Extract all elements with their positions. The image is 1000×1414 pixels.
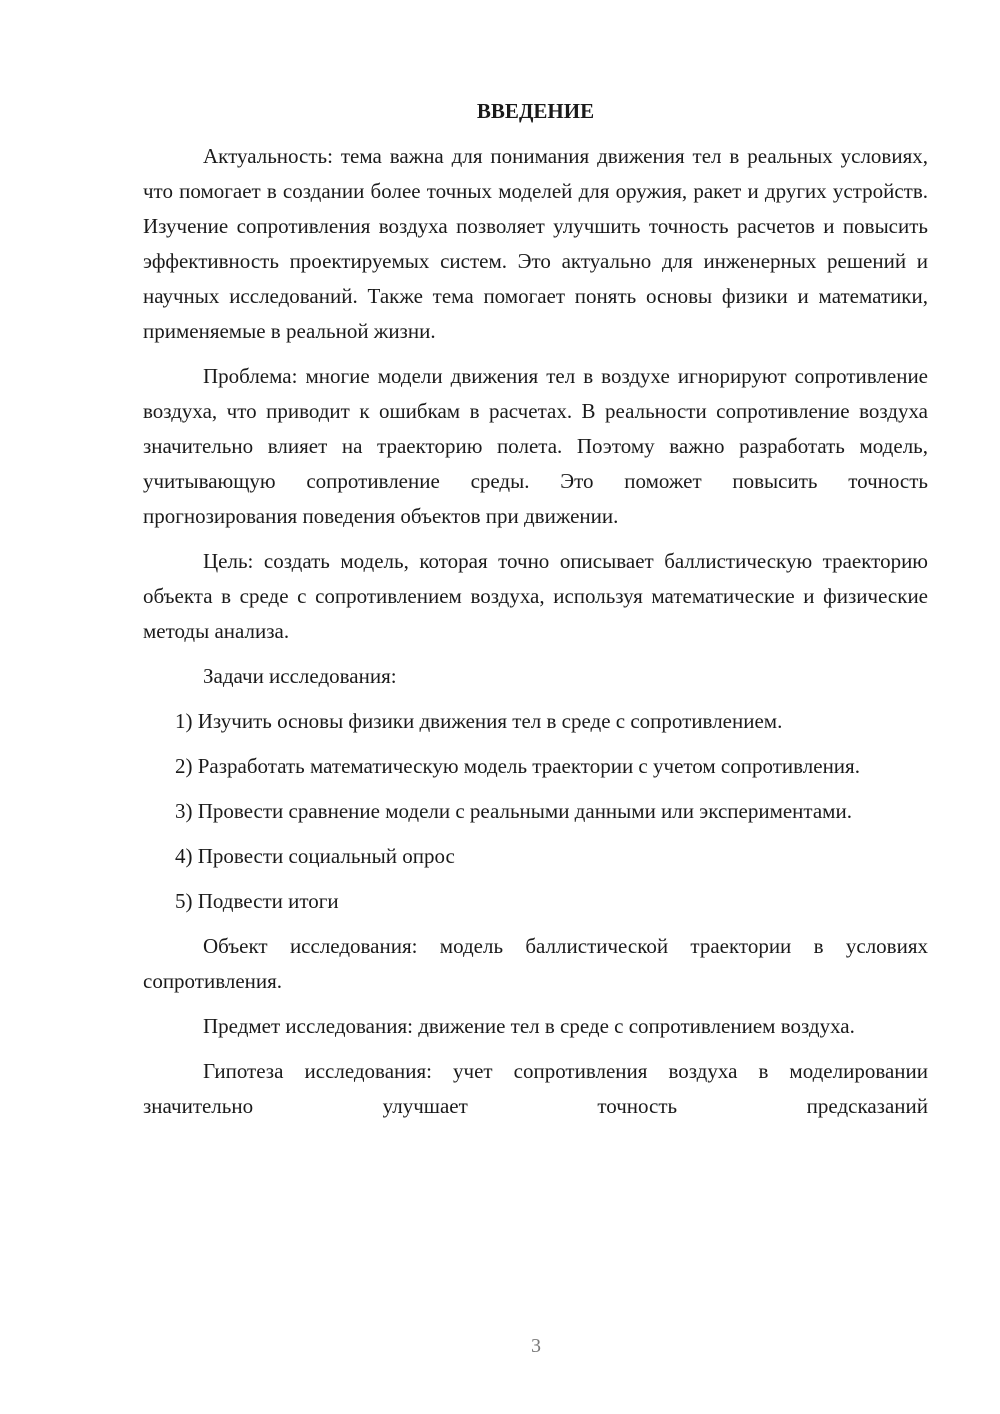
paragraph-hypothesis: Гипотеза исследования: учет сопротивления воздуха в моделировании значительно улучшает точность предсказаний — [143, 1059, 928, 1118]
task-item: 4) Провести социальный опрос — [175, 844, 455, 868]
paragraph-subject: Предмет исследования: движение тел в среде с сопротивлением воздуха. — [203, 1014, 855, 1038]
section-heading: ВВЕДЕНИЕ — [476, 99, 595, 123]
tasks-title: Задачи исследования: — [203, 664, 397, 688]
paragraph-relevance: Актуальность: тема важна для понимания движения тел в реальных условиях, что помогает в создании более точных моделей для оружия, ракет и других устройств. Изучение сопротивления воздуха позволяет улучшить точность расчетов и повысить эффективность проектируемых систем. Это актуально для инженерных решений и научных исследований. Также тема помогает понять основы физики и математики, применяемые в реальной жизни. — [143, 144, 928, 343]
task-item: 1) Изучить основы физики движения тел в среде с сопротивлением. — [175, 709, 783, 733]
page-number: 3 — [531, 1335, 541, 1357]
paragraph-goal: Цель: создать модель, которая точно описывает баллистическую траекторию объекта в среде с сопротивлением воздуха, используя математические и физические методы анализа. — [143, 549, 928, 643]
page-content — [143, 96, 928, 1134]
task-item: 3) Провести сравнение модели с реальными данными или экспериментами. — [175, 799, 852, 823]
paragraph-object: Объект исследования: модель баллистической траектории в условиях сопротивления. — [143, 934, 928, 993]
paragraph-problem: Проблема: многие модели движения тел в воздухе игнорируют сопротивление воздуха, что приводит к ошибкам в расчетах. В реальности сопротивление воздуха значительно влияет на траекторию полета. Поэтому важно разработать модель, учитывающую сопротивление среды. Это поможет повысить точность прогнозирования поведения объектов при движении. — [143, 364, 928, 528]
task-item: 5) Подвести итоги — [175, 889, 339, 913]
task-item: 2) Разработать математическую модель траектории с учетом сопротивления. — [175, 754, 860, 778]
